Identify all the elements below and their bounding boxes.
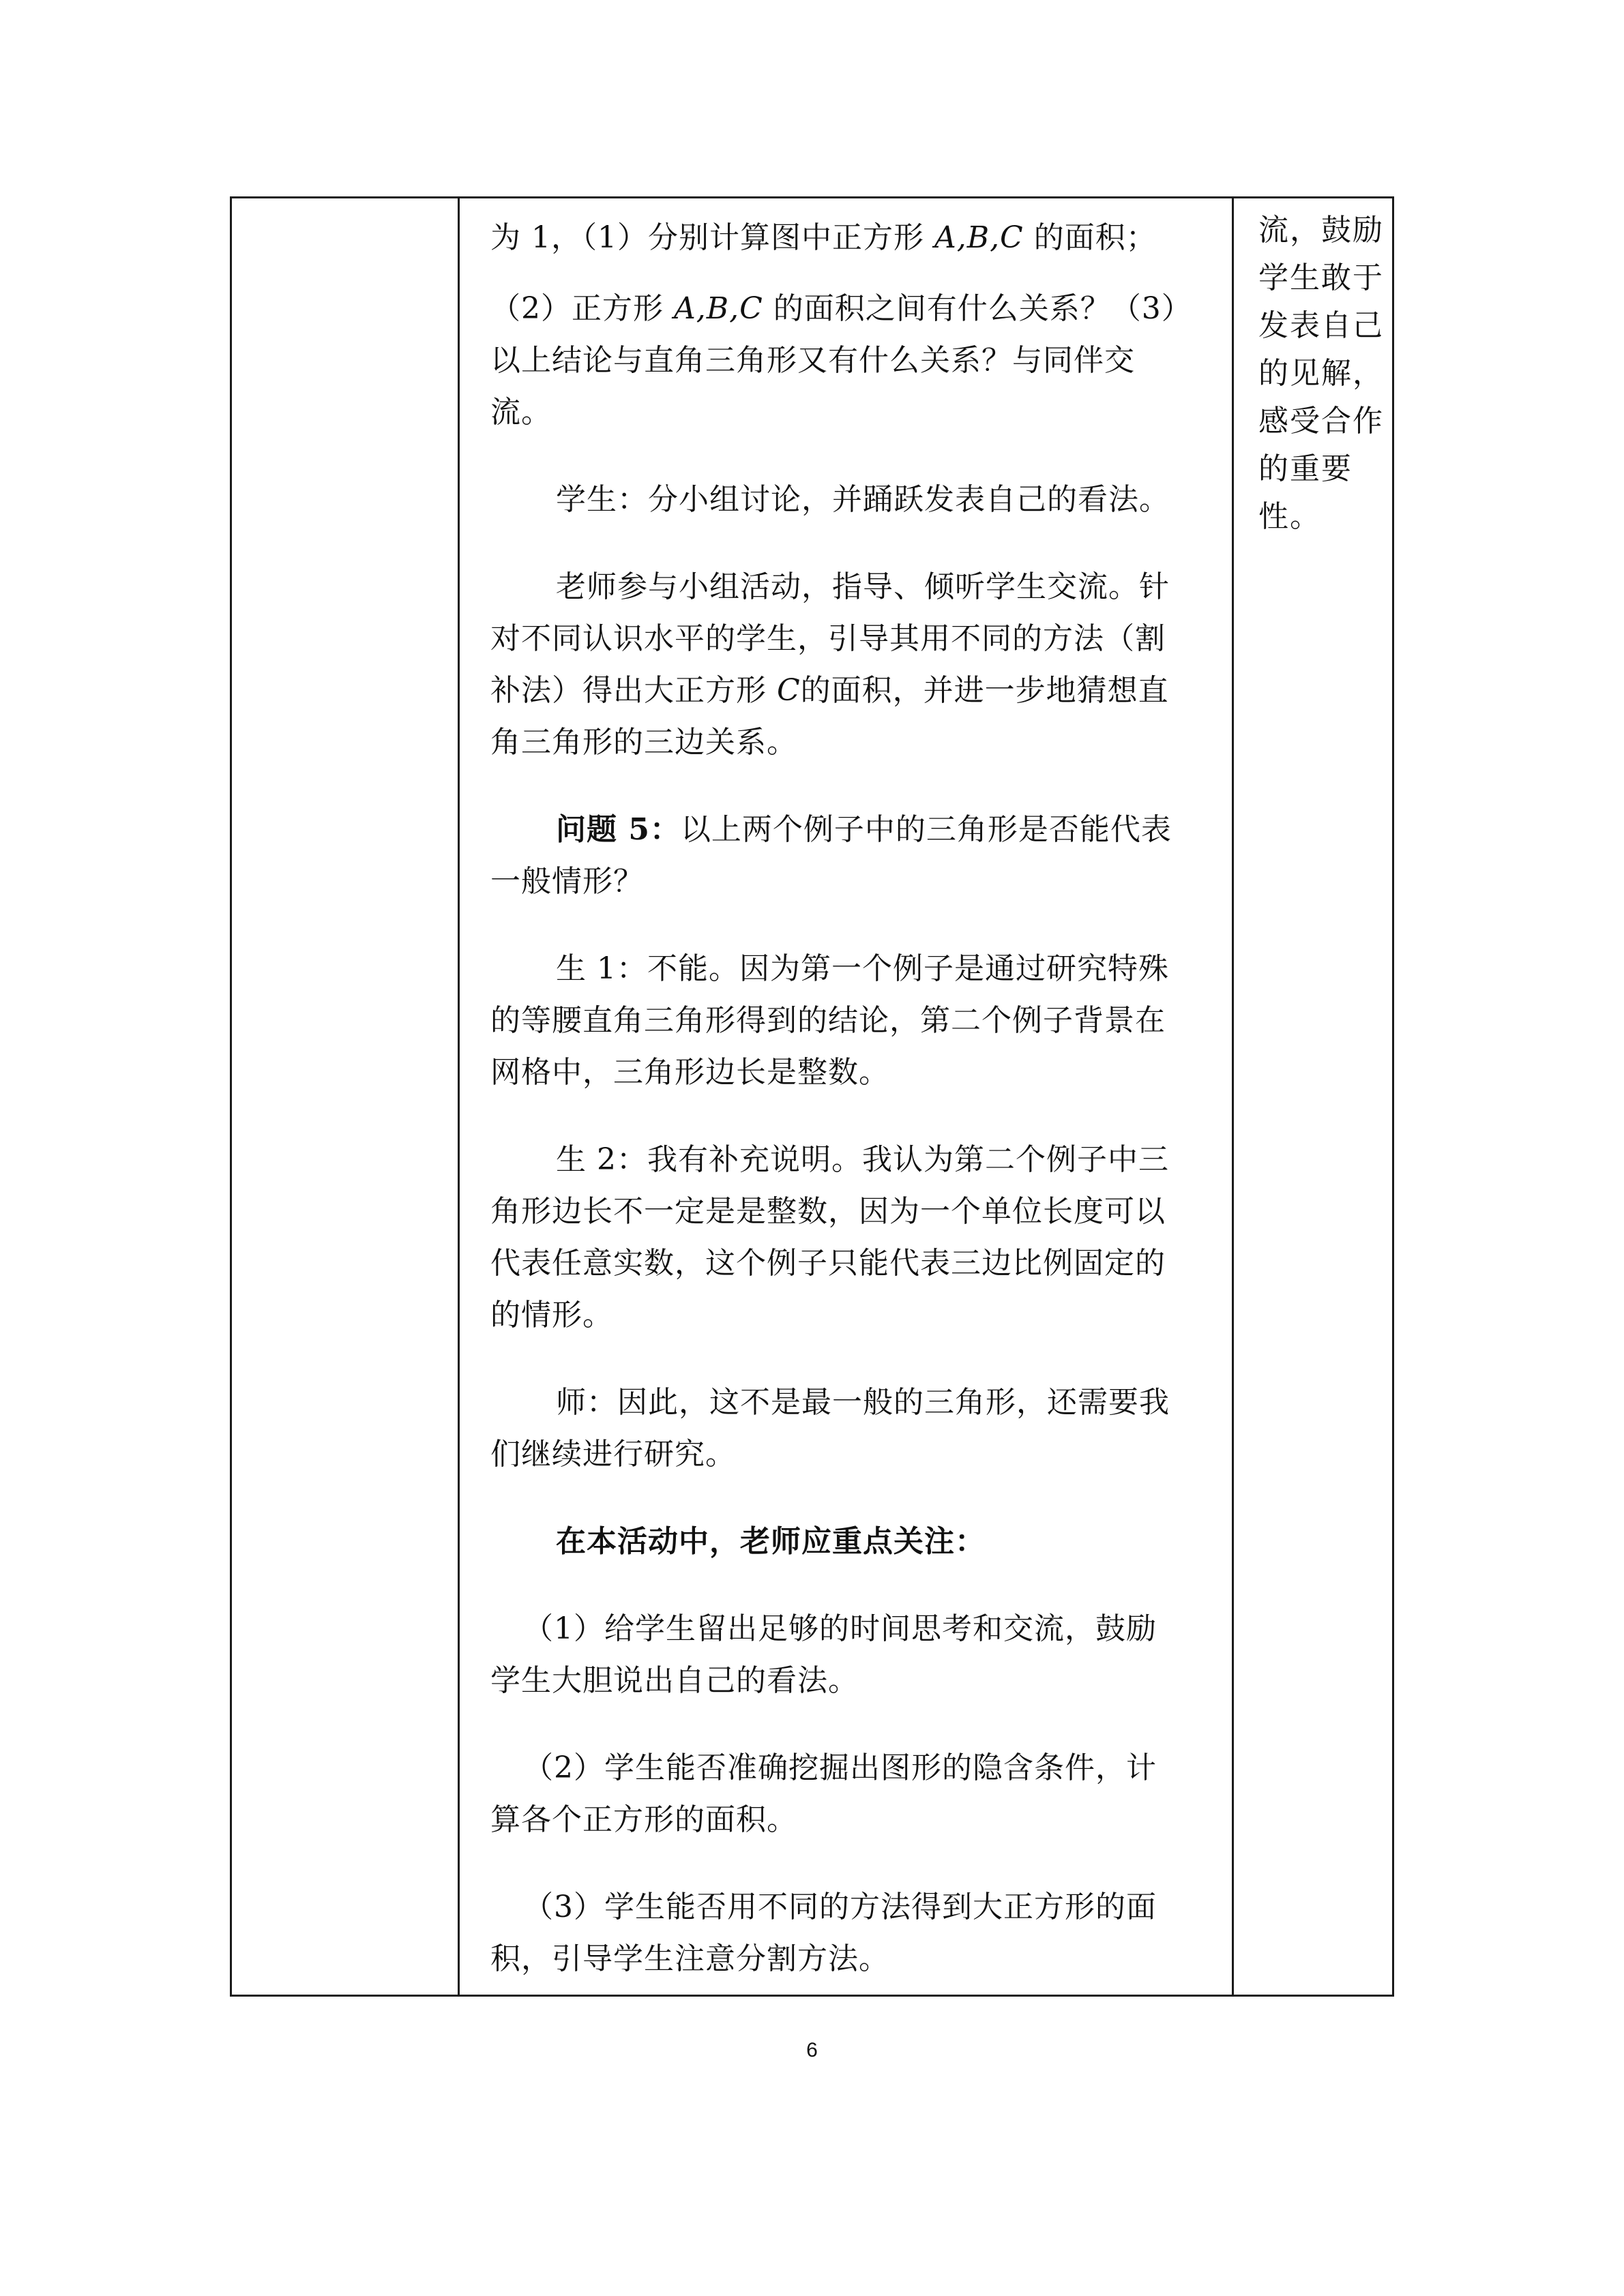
paragraph-question-part1: 为 1，（1）分别计算图中正方形 A,B,C 的面积； [490, 220, 1157, 255]
focus-item-1: （1）给学生留出足够的时间思考和交流，鼓励学生大胆说出自己的看法。 [490, 1611, 1157, 1698]
paragraph-question-5: 问题 5：以上两个例子中的三角形是否能代表一般情形？ [490, 812, 1172, 899]
column-divider [458, 198, 460, 1995]
lesson-table [230, 196, 1394, 1997]
focus-item-2: （2）学生能否准确挖掘出图形的隐含条件，计算各个正方形的面积。 [490, 1750, 1157, 1837]
main-content-column [475, 198, 1192, 1995]
paragraph-students-discuss: 学生：分小组讨论，并踊跃发表自己的看法。 [556, 482, 1170, 517]
math-c: C [777, 673, 801, 708]
paragraph-student-2: 生 2：我有补充说明。我认为第二个例子中三角形边长不一定是是整数，因为一个单位长度可以代表任意实数，这个例子只能代表三边比例固定的的情形。 [490, 1142, 1169, 1332]
focus-item-3: （3）学生能否用不同的方法得到大正方形的面积，引导学生注意分割方法。 [490, 1890, 1157, 1976]
paragraph-focus-heading: 在本活动中，老师应重点关注： [556, 1524, 986, 1559]
paragraph-question-part2: （2）正方形 A,B,C 的面积之间有什么关系？（3）以上结论与直角三角形又有什么关系？与同伴交流。 [490, 291, 1177, 430]
paragraph-teacher-conclusion: 师：因此，这不是最一般的三角形，还需要我们继续进行研究。 [490, 1385, 1170, 1472]
math-abc: A,B,C [934, 220, 1024, 255]
column-divider [1232, 198, 1234, 1995]
side-note: 流，鼓励学生敢于发表自己的见解，感受合作的重要性。 [1258, 213, 1384, 534]
paragraph-teacher-guide: 老师参与小组活动，指导、倾听学生交流。针对不同认识水平的学生，引导其用不同的方法（割补法）得出大正方形 C的面积，并进一步地猜想直角三角形的三边关系。 [490, 569, 1170, 760]
question-5-label: 问题 5： [556, 812, 681, 847]
paragraph-student-1: 生 1：不能。因为第一个例子是通过研究特殊的等腰直角三角形得到的结论，第二个例子背景在网格中，三角形边长是整数。 [490, 951, 1169, 1090]
math-abc: A,B,C [673, 291, 763, 326]
design-intent-column [1250, 198, 1390, 1995]
page-number: 6 [806, 2039, 818, 2061]
